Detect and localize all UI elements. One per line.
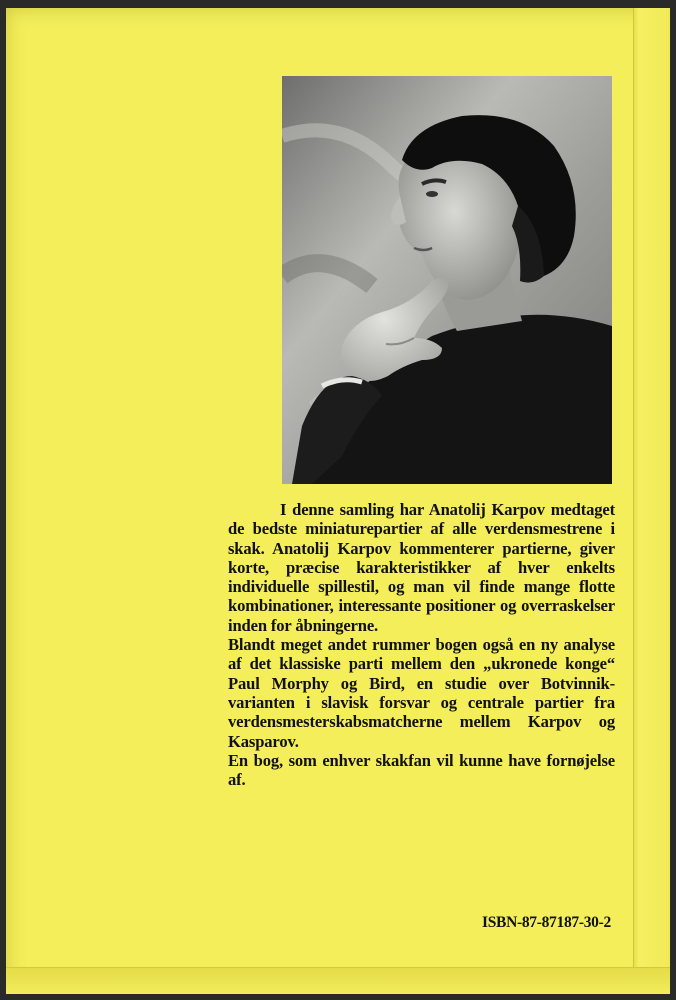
- author-portrait-photo: [282, 76, 612, 484]
- blurb-paragraph-3: En bog, som enhver skakfan vil kunne have fornøjelse af.: [228, 750, 615, 790]
- blurb-paragraph-2: Blandt meget andet rummer bogen også en ny analyse af det klassiske parti mellem den „ukronede konge“ Paul Morphy og Bird, en studie over Botvinnik-varianten i slavisk forsvar og centrale partier fra verdensmesterskabsmatcherne mellem Karpov og Kasparov.: [228, 635, 615, 751]
- isbn-number: ISBN-87-87187-30-2: [482, 914, 611, 931]
- back-cover-blurb: [228, 500, 615, 789]
- cover-spine-edge: [633, 8, 670, 994]
- cover-bottom-edge: [6, 967, 670, 994]
- book-back-cover: [6, 8, 670, 994]
- blurb-paragraph-1: I denne samling har Anatolij Karpov medtaget de bedste miniaturepartier af alle verdensmestrene i skak. Anatolij Karpov kommenterer partierne, giver korte, præcise karakteristikker af hver enkelts individuelle spillestil, og man vil finde mange flotte kombinationer, interessante positioner og overraskelser inden for åbningerne.: [228, 500, 615, 635]
- portrait-illustration: [282, 76, 612, 484]
